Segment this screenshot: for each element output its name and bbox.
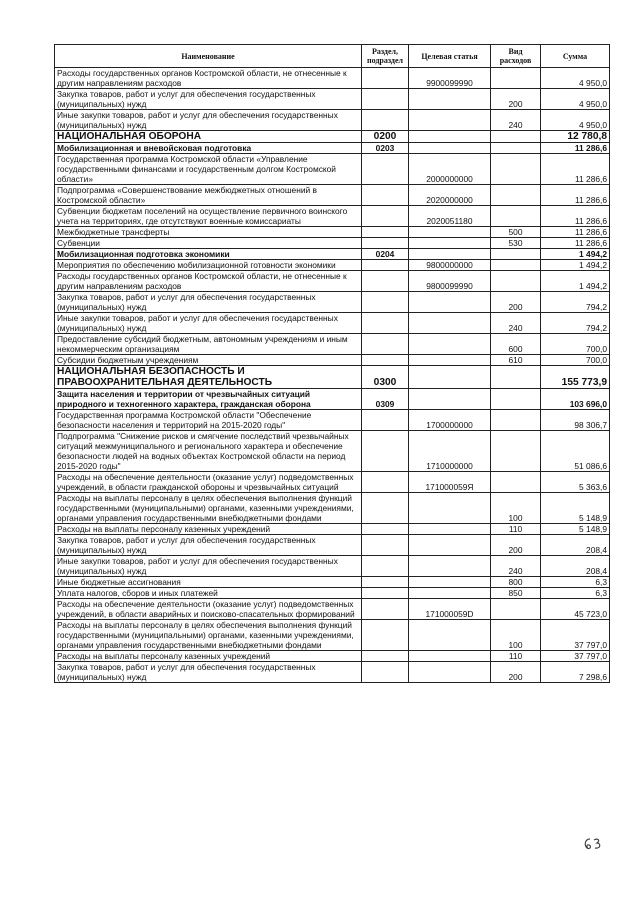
cell-section (362, 185, 409, 206)
cell-sum: 11 286,6 (541, 154, 610, 185)
table-row (55, 131, 610, 143)
cell-sum: 794,2 (541, 292, 610, 313)
table-row (55, 472, 610, 493)
cell-name: Государственная программа Костромской области «Управление государственными финансами и государственным долгом Костромской области» (55, 154, 362, 185)
cell-section (362, 493, 409, 524)
cell-article (409, 524, 491, 535)
cell-section (362, 651, 409, 662)
cell-expense-type (491, 366, 541, 389)
cell-section: 0309 (362, 389, 409, 410)
cell-section: 0200 (362, 131, 409, 143)
table-row (55, 588, 610, 599)
cell-name: Закупка товаров, работ и услуг для обеспечения государственных (муниципальных) нужд (55, 292, 362, 313)
cell-section: 0300 (362, 366, 409, 389)
table-row (55, 355, 610, 366)
cell-article (409, 577, 491, 588)
cell-sum: 5 148,9 (541, 493, 610, 524)
cell-sum: 700,0 (541, 355, 610, 366)
cell-section: 0204 (362, 249, 409, 260)
table-row (55, 271, 610, 292)
cell-name: Субвенции (55, 238, 362, 249)
cell-sum: 1 494,2 (541, 260, 610, 271)
cell-article: 2020051180 (409, 206, 491, 227)
table-row (55, 143, 610, 154)
cell-section (362, 410, 409, 431)
cell-section (362, 292, 409, 313)
cell-sum: 6,3 (541, 588, 610, 599)
table-row (55, 292, 610, 313)
table-row (55, 389, 610, 410)
table-row (55, 110, 610, 131)
table-row (55, 366, 610, 389)
cell-article: 1700000000 (409, 410, 491, 431)
cell-section (362, 334, 409, 355)
cell-expense-type: 850 (491, 588, 541, 599)
cell-sum: 155 773,9 (541, 366, 610, 389)
cell-article: 9800099990 (409, 271, 491, 292)
table-body (55, 68, 610, 683)
cell-expense-type (491, 472, 541, 493)
cell-expense-type (491, 599, 541, 620)
cell-expense-type (491, 260, 541, 271)
cell-expense-type: 800 (491, 577, 541, 588)
cell-section (362, 662, 409, 683)
cell-expense-type (491, 271, 541, 292)
cell-name: Расходы на выплаты персоналу казенных учреждений (55, 524, 362, 535)
cell-section (362, 206, 409, 227)
cell-expense-type: 240 (491, 313, 541, 334)
cell-name: Закупка товаров, работ и услуг для обеспечения государственных (муниципальных) нужд (55, 535, 362, 556)
cell-expense-type: 110 (491, 651, 541, 662)
cell-expense-type: 610 (491, 355, 541, 366)
table-row (55, 227, 610, 238)
cell-expense-type (491, 410, 541, 431)
table-row (55, 599, 610, 620)
table-row (55, 313, 610, 334)
cell-section (362, 313, 409, 334)
cell-name: Межбюджетные трансферты (55, 227, 362, 238)
cell-section (362, 588, 409, 599)
cell-sum: 98 306,7 (541, 410, 610, 431)
budget-table (54, 44, 610, 683)
cell-sum: 45 723,0 (541, 599, 610, 620)
cell-article (409, 89, 491, 110)
table-row (55, 577, 610, 588)
table-row (55, 662, 610, 683)
cell-article (409, 334, 491, 355)
cell-expense-type: 530 (491, 238, 541, 249)
cell-expense-type: 110 (491, 524, 541, 535)
cell-name: Расходы на обеспечение деятельности (оказание услуг) подведомственных учреждений, в области аварийных и поисково-спасательных формирований (55, 599, 362, 620)
cell-name: Подпрограмма "Снижение рисков и смягчение последствий чрезвычайных ситуаций межмуниципального и регионального характера и обеспечение безопасности людей на водных объектах Костромской области на период 2015-2020 годы" (55, 431, 362, 472)
cell-sum: 4 950,0 (541, 110, 610, 131)
cell-expense-type: 600 (491, 334, 541, 355)
cell-sum: 794,2 (541, 313, 610, 334)
cell-article: 171000059D (409, 599, 491, 620)
cell-section (362, 431, 409, 472)
cell-article (409, 355, 491, 366)
cell-name: Иные закупки товаров, работ и услуг для обеспечения государственных (муниципальных) нужд (55, 556, 362, 577)
cell-article (409, 292, 491, 313)
cell-article: 2000000000 (409, 154, 491, 185)
cell-expense-type (491, 154, 541, 185)
cell-section (362, 154, 409, 185)
cell-section (362, 260, 409, 271)
cell-name: Расходы государственных органов Костромской области, не отнесенные к другим направлениям расходов (55, 68, 362, 89)
cell-expense-type (491, 131, 541, 143)
cell-sum: 5 363,6 (541, 472, 610, 493)
cell-article (409, 651, 491, 662)
cell-article (409, 620, 491, 651)
cell-name: Иные закупки товаров, работ и услуг для обеспечения государственных (муниципальных) нужд (55, 313, 362, 334)
cell-article (409, 366, 491, 389)
cell-article (409, 143, 491, 154)
cell-sum: 4 950,0 (541, 89, 610, 110)
table-row (55, 651, 610, 662)
cell-expense-type: 500 (491, 227, 541, 238)
header-section: Раздел, подраздел (362, 45, 409, 68)
cell-expense-type (491, 68, 541, 89)
table-row (55, 206, 610, 227)
cell-name: Закупка товаров, работ и услуг для обеспечения государственных (муниципальных) нужд (55, 89, 362, 110)
cell-article (409, 389, 491, 410)
cell-name: Субсидии бюджетным учреждениям (55, 355, 362, 366)
cell-expense-type (491, 143, 541, 154)
cell-article (409, 662, 491, 683)
cell-sum: 1 494,2 (541, 271, 610, 292)
table-row (55, 249, 610, 260)
cell-expense-type (491, 206, 541, 227)
cell-article (409, 110, 491, 131)
cell-expense-type: 240 (491, 556, 541, 577)
cell-sum: 700,0 (541, 334, 610, 355)
cell-sum: 6,3 (541, 577, 610, 588)
cell-article (409, 227, 491, 238)
table-row (55, 68, 610, 89)
cell-sum: 11 286,6 (541, 238, 610, 249)
cell-article (409, 535, 491, 556)
cell-sum: 4 950,0 (541, 68, 610, 89)
cell-expense-type: 200 (491, 292, 541, 313)
cell-section (362, 599, 409, 620)
cell-sum: 208,4 (541, 556, 610, 577)
cell-section (362, 271, 409, 292)
cell-name: Мобилизационная подготовка экономики (55, 249, 362, 260)
handwritten-page-number (582, 836, 604, 852)
cell-sum: 7 298,6 (541, 662, 610, 683)
cell-section: 0203 (362, 143, 409, 154)
cell-expense-type: 100 (491, 493, 541, 524)
cell-name: НАЦИОНАЛЬНАЯ БЕЗОПАСНОСТЬ И ПРАВООХРАНИТЕЛЬНАЯ ДЕЯТЕЛЬНОСТЬ (55, 366, 362, 389)
cell-expense-type (491, 249, 541, 260)
cell-expense-type: 200 (491, 89, 541, 110)
cell-sum: 208,4 (541, 535, 610, 556)
cell-article: 9900099990 (409, 68, 491, 89)
cell-section (362, 472, 409, 493)
cell-expense-type (491, 185, 541, 206)
cell-article: 2020000000 (409, 185, 491, 206)
cell-name: Иные закупки товаров, работ и услуг для обеспечения государственных (муниципальных) нужд (55, 110, 362, 131)
table-row (55, 431, 610, 472)
cell-expense-type: 200 (491, 535, 541, 556)
header-expense-type: Вид расходов (491, 45, 541, 68)
cell-article: 171000059Я (409, 472, 491, 493)
cell-sum: 1 494,2 (541, 249, 610, 260)
cell-article (409, 493, 491, 524)
cell-article (409, 131, 491, 143)
table-header-row (55, 45, 610, 68)
cell-article (409, 238, 491, 249)
cell-name: Государственная программа Костромской области "Обеспечение безопасности населения и территорий на 2015-2020 годы" (55, 410, 362, 431)
cell-name: Расходы на выплаты персоналу в целях обеспечения выполнения функций государственными (муниципальными) органами, казенными учреждениями, органами управления государственными внебюджетными фондами (55, 493, 362, 524)
cell-name: Подпрограмма «Совершенствование межбюджетных отношений в Костромской области» (55, 185, 362, 206)
cell-name: Расходы на обеспечение деятельности (оказание услуг) подведомственных учреждений, в области гражданской обороны и чрезвычайных ситуаций (55, 472, 362, 493)
table-row (55, 620, 610, 651)
cell-section (362, 535, 409, 556)
cell-name: Расходы на выплаты персоналу в целях обеспечения выполнения функций государственными (муниципальными) органами, казенными учреждениями, органами управления государственными внебюджетными фондами (55, 620, 362, 651)
cell-section (362, 524, 409, 535)
table-row (55, 89, 610, 110)
cell-sum: 5 148,9 (541, 524, 610, 535)
cell-expense-type (491, 389, 541, 410)
cell-name: Уплата налогов, сборов и иных платежей (55, 588, 362, 599)
cell-name: Защита населения и территории от чрезвычайных ситуаций природного и техногенного характера, гражданская оборона (55, 389, 362, 410)
cell-section (362, 238, 409, 249)
table-row (55, 524, 610, 535)
cell-sum: 103 696,0 (541, 389, 610, 410)
cell-article (409, 556, 491, 577)
table-row (55, 556, 610, 577)
cell-name: Предоставление субсидий бюджетным, автономным учреждениям и иным некоммерческим организациям (55, 334, 362, 355)
cell-sum: 11 286,6 (541, 185, 610, 206)
cell-article: 9800000000 (409, 260, 491, 271)
cell-section (362, 68, 409, 89)
cell-expense-type: 240 (491, 110, 541, 131)
cell-section (362, 227, 409, 238)
cell-name: НАЦИОНАЛЬНАЯ ОБОРОНА (55, 131, 362, 143)
table-row (55, 238, 610, 249)
cell-section (362, 577, 409, 588)
cell-sum: 12 780,8 (541, 131, 610, 143)
cell-article (409, 588, 491, 599)
cell-article (409, 313, 491, 334)
cell-article (409, 249, 491, 260)
header-name: Наименование (55, 45, 362, 68)
cell-name: Мероприятия по обеспечению мобилизационной готовности экономики (55, 260, 362, 271)
table-row (55, 410, 610, 431)
cell-sum: 51 086,6 (541, 431, 610, 472)
cell-article: 1710000000 (409, 431, 491, 472)
table-row (55, 185, 610, 206)
table-row (55, 535, 610, 556)
cell-name: Мобилизационная и вневойсковая подготовка (55, 143, 362, 154)
cell-sum: 37 797,0 (541, 620, 610, 651)
table-row (55, 154, 610, 185)
cell-name: Расходы государственных органов Костромской области, не отнесенные к другим направлениям расходов (55, 271, 362, 292)
cell-name: Иные бюджетные ассигнования (55, 577, 362, 588)
cell-section (362, 620, 409, 651)
cell-section (362, 556, 409, 577)
cell-sum: 37 797,0 (541, 651, 610, 662)
header-sum: Сумма (541, 45, 610, 68)
cell-expense-type: 200 (491, 662, 541, 683)
table-row (55, 334, 610, 355)
cell-sum: 11 286,6 (541, 143, 610, 154)
cell-section (362, 89, 409, 110)
cell-name: Закупка товаров, работ и услуг для обеспечения государственных (муниципальных) нужд (55, 662, 362, 683)
cell-sum: 11 286,6 (541, 227, 610, 238)
cell-name: Расходы на выплаты персоналу казенных учреждений (55, 651, 362, 662)
header-article: Целевая статья (409, 45, 491, 68)
cell-section (362, 355, 409, 366)
cell-section (362, 110, 409, 131)
table-row (55, 493, 610, 524)
cell-sum: 11 286,6 (541, 206, 610, 227)
cell-expense-type (491, 431, 541, 472)
table-row (55, 260, 610, 271)
cell-name: Субвенции бюджетам поселений на осуществление первичного воинского учета на территориях, где отсутствуют военные комиссариаты (55, 206, 362, 227)
cell-expense-type: 100 (491, 620, 541, 651)
